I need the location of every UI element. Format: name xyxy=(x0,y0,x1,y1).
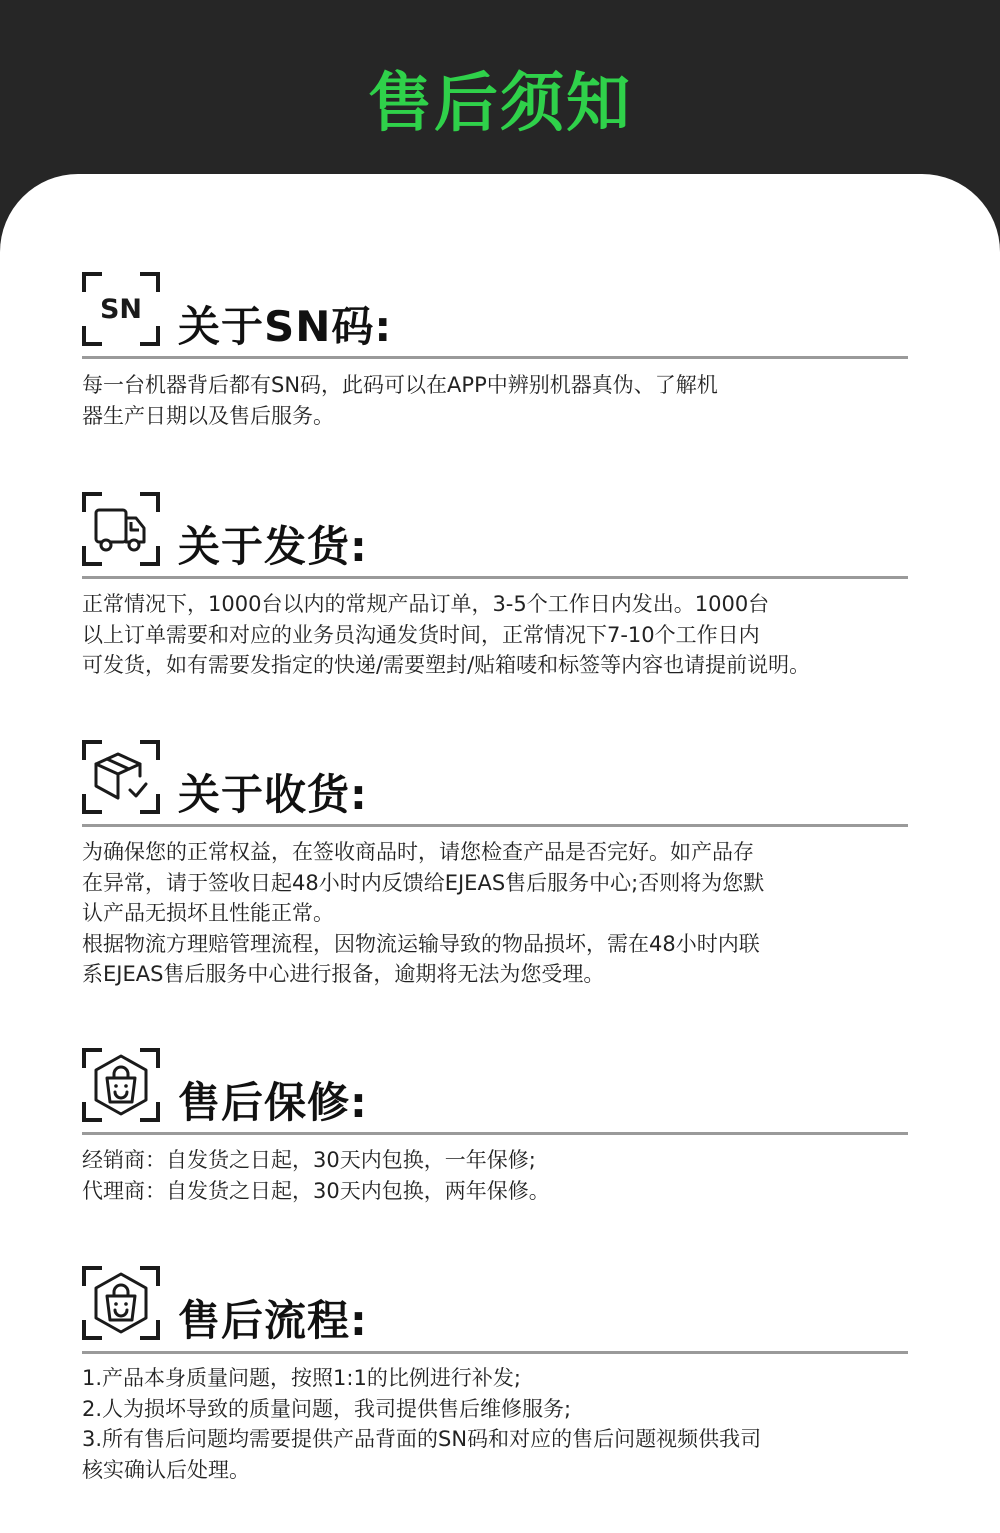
section-divider xyxy=(82,576,908,579)
body-line: 系EJEAS售后服务中心进行报备，逾期将无法为您受理。 xyxy=(82,962,605,986)
body-line: 1.产品本身质量问题，按照1:1的比例进行补发; xyxy=(82,1366,521,1390)
truck-icon xyxy=(82,492,160,566)
section-receiving xyxy=(82,740,908,986)
section-divider xyxy=(82,824,908,827)
section-shipping xyxy=(82,492,908,677)
body-line: 正常情况下，1000台以内的常规产品订单，3-5个工作日内发出。1000台 xyxy=(82,592,770,616)
sn-badge-icon xyxy=(82,272,160,346)
body-line: 以上订单需要和对应的业务员沟通发货时间，正常情况下7-10个工作日内 xyxy=(82,622,760,647)
section-sn xyxy=(82,272,908,428)
shopping-bag-icon xyxy=(82,1266,160,1340)
section-warranty xyxy=(82,1048,908,1203)
section-body-sn xyxy=(82,370,912,431)
section-body-process xyxy=(82,1363,912,1485)
sn-icon-label: SN xyxy=(99,294,143,325)
body-line: 经销商：自发货之日起，30天内包换，一年保修; xyxy=(82,1148,536,1172)
section-title-process: 售后流程: xyxy=(178,1296,368,1345)
body-line: 3.所有售后问题均需要提供产品背面的SN码和对应的售后问题视频供我司 xyxy=(82,1427,762,1451)
section-title-receiving: 关于收货: xyxy=(178,770,368,819)
section-title-sn: 关于SN码: xyxy=(178,302,393,351)
page-header xyxy=(0,0,1000,200)
box-check-icon xyxy=(82,740,160,814)
body-line: 为确保您的正常权益，在签收商品时，请您检查产品是否完好。如产品存 xyxy=(82,840,754,864)
section-divider xyxy=(82,356,908,359)
section-process xyxy=(82,1266,908,1482)
section-divider xyxy=(82,1351,908,1354)
body-line: 认产品无损坏且性能正常。 xyxy=(82,901,334,925)
body-line: 在异常，请于签收日起48小时内反馈给EJEAS售后服务中心;否则将为您默 xyxy=(82,870,765,895)
section-body-receiving xyxy=(82,837,912,990)
body-line: 核实确认后处理。 xyxy=(82,1457,250,1482)
body-line: 根据物流方理赔管理流程，因物流运输导致的物品损坏，需在48小时内联 xyxy=(82,931,760,956)
body-line: 代理商：自发货之日起，30天内包换，两年保修。 xyxy=(82,1178,550,1203)
shopping-bag-icon xyxy=(82,1048,160,1122)
page-title: 售后须知 xyxy=(368,67,632,141)
section-body-shipping xyxy=(82,589,912,681)
body-line: 2.人为损坏导致的质量问题，我司提供售后维修服务; xyxy=(82,1396,572,1421)
body-line: 器生产日期以及售后服务。 xyxy=(82,403,334,428)
section-title-shipping: 关于发货: xyxy=(178,522,368,571)
body-line: 可发货，如有需要发指定的快递/需要塑封/贴箱唛和标签等内容也请提前说明。 xyxy=(82,653,811,677)
section-body-warranty xyxy=(82,1145,912,1206)
body-line: 每一台机器背后都有SN码，此码可以在APP中辨别机器真伪、了解机 xyxy=(82,373,718,397)
section-divider xyxy=(82,1132,908,1135)
section-title-warranty: 售后保修: xyxy=(178,1078,368,1127)
